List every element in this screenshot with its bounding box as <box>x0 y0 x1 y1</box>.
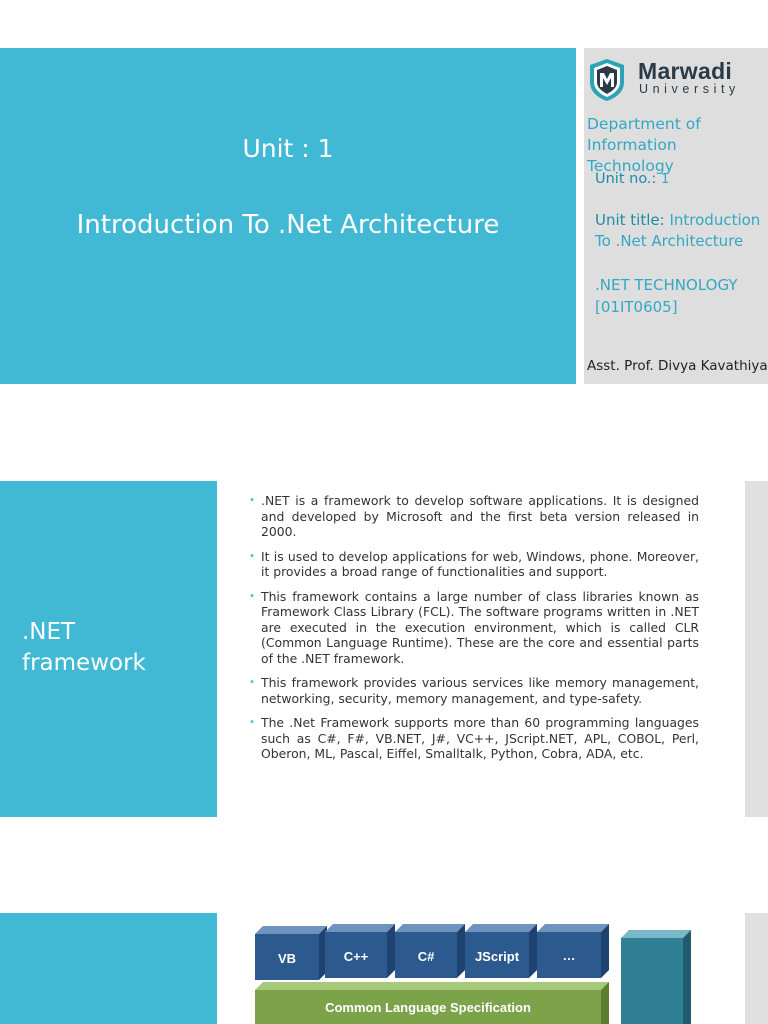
list-item-text: It is used to develop applications for web, Windows, phone. Moreover, it provides a broad range of functionalities and support. <box>261 548 699 579</box>
slide1-title-panel <box>0 48 576 384</box>
language-block <box>325 924 395 978</box>
department <box>587 114 768 177</box>
cls-bar <box>255 982 609 1024</box>
language-label: C# <box>417 949 435 964</box>
slide3-heading-panel <box>0 913 217 1024</box>
unit-title-value-cont: To .Net Architecture <box>595 232 744 250</box>
bullet-icon: • <box>249 677 255 688</box>
course-name: .NET TECHNOLOGY <box>595 276 738 294</box>
slide2-heading <box>22 617 146 679</box>
unit-title-label: Unit title: <box>595 211 665 229</box>
unit-title <box>595 210 760 252</box>
language-label: … <box>562 948 576 963</box>
side-block <box>621 930 691 1024</box>
language-block <box>395 924 465 978</box>
list-item-text: The .Net Framework supports more than 60 programming languages such as C#, F#, VB.NET, J#, VC++, JScript.NET, APL, COBOL, Perl, Oberon, ML, Pascal, Eiffel, Smalltalk, Python, Cobra, ADA, etc. <box>261 715 699 761</box>
slide2-side-strip <box>745 481 768 817</box>
language-label: VB <box>277 951 297 966</box>
list-item-text: This framework provides various services like memory management, networking, security, memory management, and type-safety. <box>261 675 699 706</box>
slide3-side-strip <box>745 913 768 1024</box>
slide2-heading-panel <box>0 481 217 817</box>
list-item-text: This framework contains a large number of class libraries known as Framework Class Library (FCL). The software programs written in .NET are executed in the execution environment, which is called CLR (Common Language Runtime). These are the core and essential parts of the .NET framework. <box>261 588 699 666</box>
cls-label: Common Language Specification <box>325 1000 531 1015</box>
unit-number <box>595 169 669 190</box>
logo-subtitle: University <box>639 82 740 96</box>
slide-title: Introduction To .Net Architecture <box>76 210 500 240</box>
list-item <box>249 589 699 667</box>
unit-title-value: Introduction <box>669 211 761 229</box>
slide1-info-panel <box>584 48 768 384</box>
language-block <box>255 926 327 980</box>
department-line: Information Technology <box>587 136 677 175</box>
heading-line: framework <box>22 650 146 676</box>
heading-line: .NET <box>22 619 76 645</box>
unit-heading: Unit : 1 <box>242 134 334 163</box>
language-block <box>537 924 609 978</box>
bullet-icon: • <box>249 717 255 728</box>
course-info <box>595 274 738 318</box>
list-item <box>249 549 699 580</box>
unit-number-value: 1 <box>661 172 670 187</box>
professor-name: Asst. Prof. Divya Kavathiya <box>587 358 768 374</box>
list-item <box>249 675 699 706</box>
bullet-list <box>249 493 699 771</box>
course-code: [01IT0605] <box>595 298 678 316</box>
bullet-icon: • <box>249 495 255 506</box>
language-label: JScript <box>474 949 520 964</box>
dotnet-architecture-diagram <box>245 920 705 1024</box>
bullet-icon: • <box>249 550 255 562</box>
logo-name: Marwadi <box>638 58 733 84</box>
language-label: C++ <box>343 949 369 964</box>
list-item-text: .NET is a framework to develop software applications. It is designed and developed by Microsoft and the first beta version released in 2000. <box>261 493 699 539</box>
university-shield-icon <box>588 58 626 102</box>
list-item <box>249 493 699 540</box>
bullet-icon: • <box>249 590 255 602</box>
language-block <box>465 924 537 978</box>
list-item <box>249 715 699 762</box>
unit-number-label: Unit no.: <box>595 171 657 187</box>
department-line: Department of <box>587 115 701 133</box>
